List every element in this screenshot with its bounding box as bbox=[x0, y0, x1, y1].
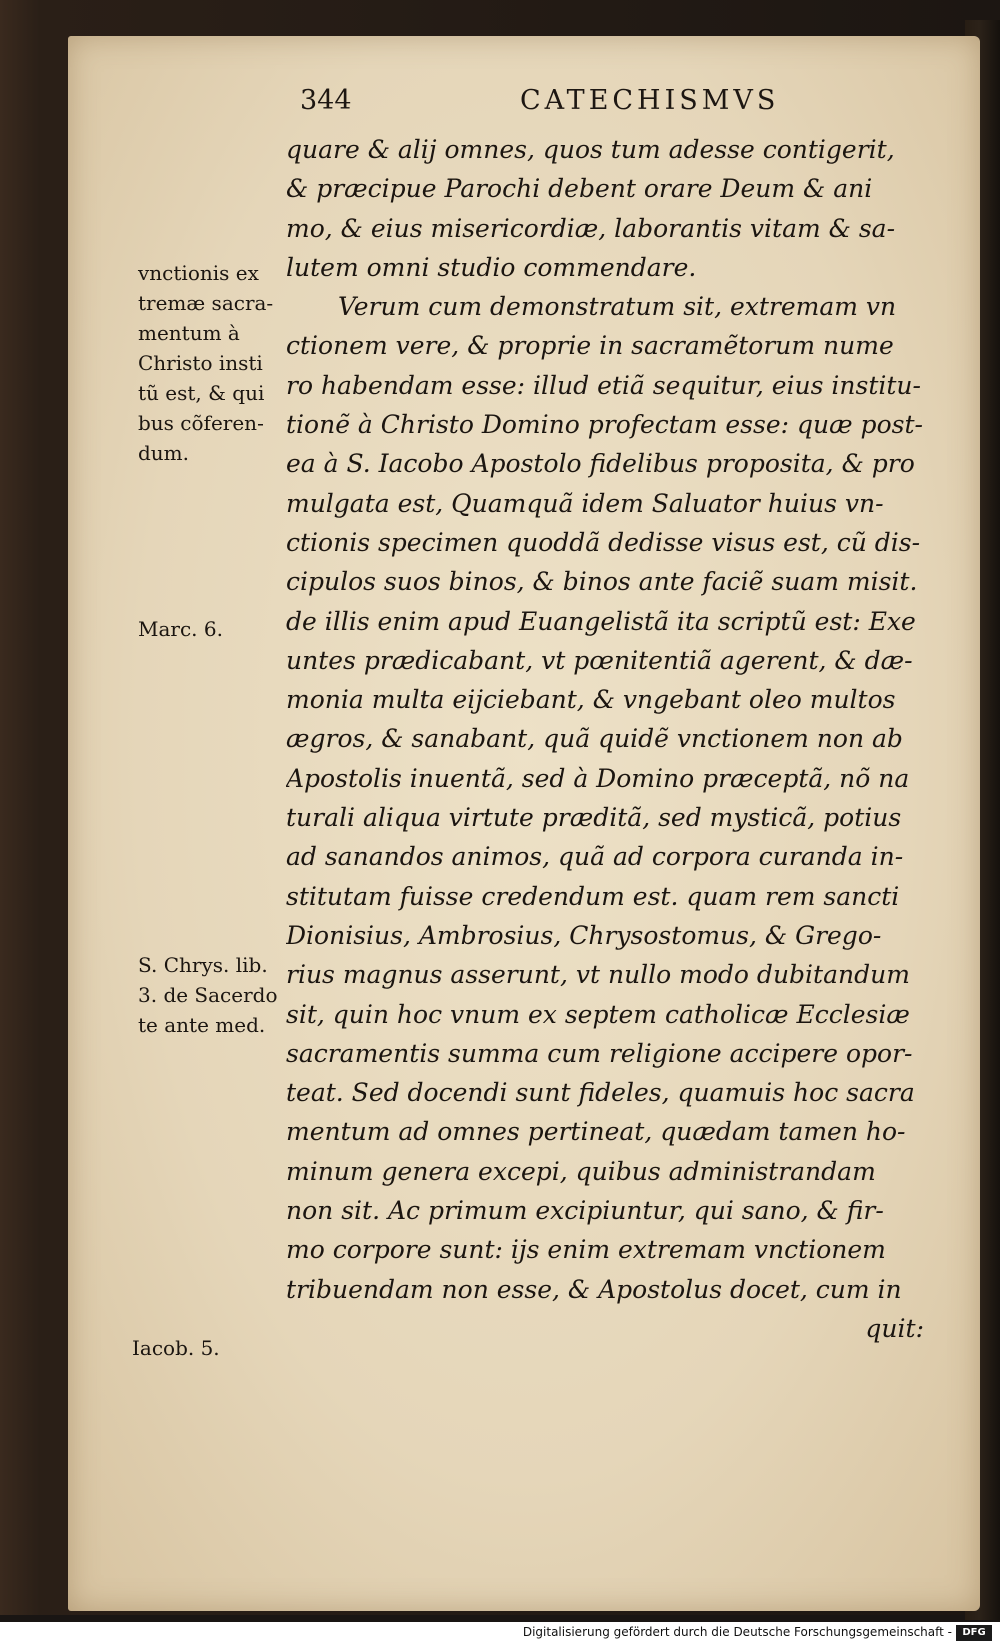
text-line: mo corpore sunt: ijs enim extremam vnctionem bbox=[286, 1235, 886, 1265]
marginal-line: Marc. 6. bbox=[138, 617, 223, 641]
text-line: cipulos suos binos, & binos ante faciẽ suam misit. bbox=[286, 567, 918, 597]
marginal-line: S. Chrys. lib. bbox=[138, 953, 268, 977]
text-line: & præcipue Parochi debent orare Deum & ani bbox=[286, 174, 873, 204]
marginal-note-marc bbox=[138, 614, 288, 644]
text-line: ctionem vere, & proprie in sacramẽtorum nume bbox=[286, 331, 894, 361]
text-line: rius magnus asserunt, vt nullo modo dubitandum bbox=[286, 960, 910, 990]
text-line: Dionisius, Ambrosius, Chrysostomus, & Grego- bbox=[286, 920, 882, 950]
text-line: monia multa eijciebant, & vngebant oleo multos bbox=[286, 685, 896, 715]
catchword: quit: bbox=[865, 1313, 924, 1343]
marginal-line: bus cõferen- bbox=[138, 411, 264, 435]
marginal-line: vnctionis ex bbox=[138, 261, 259, 285]
marginal-note-chrysostom bbox=[138, 950, 288, 1040]
text-line: untes prædicabant, vt pœnitentiã agerent, & dæ- bbox=[286, 645, 913, 675]
page-header bbox=[300, 85, 940, 125]
main-text-block bbox=[286, 130, 946, 1348]
marginal-line: tremæ sacra- bbox=[138, 291, 274, 315]
text-line: minum genera excepi, quibus administrandam bbox=[286, 1156, 876, 1186]
text-line: non sit. Ac primum excipiuntur, qui sano, & fir- bbox=[286, 1196, 884, 1226]
text-line: mulgata est, Quamquã idem Saluator huius vn- bbox=[286, 488, 884, 518]
text-line: ro habendam esse: illud etiã sequitur, eius institu- bbox=[286, 370, 921, 400]
text-line: ea à S. Iacobo Apostolo fidelibus proposita, & pro bbox=[286, 449, 915, 479]
text-line: stitutam fuisse credendum est. quam rem sancti bbox=[286, 881, 900, 911]
funding-credit: Digitalisierung gefördert durch die Deutsche Forschungsgemeinschaft - bbox=[522, 1625, 952, 1639]
marginal-line: mentum à bbox=[138, 321, 240, 345]
digitization-footer bbox=[0, 1622, 1000, 1645]
page-number: 344 bbox=[300, 85, 352, 116]
running-title: CATECHISMVS bbox=[520, 85, 780, 116]
text-line: Verum cum demonstratum sit, extremam vn bbox=[338, 292, 897, 322]
marginal-line: 3. de Sacerdo bbox=[138, 983, 278, 1007]
marginal-line: te ante med. bbox=[138, 1013, 266, 1037]
text-line: quare & alij omnes, quos tum adesse contigerit, bbox=[286, 135, 895, 164]
marginal-line: Christo insti bbox=[138, 351, 263, 375]
text-line: teat. Sed docendi sunt fideles, quamuis hoc sacra bbox=[286, 1078, 915, 1108]
marginal-note-iacob bbox=[132, 1333, 282, 1363]
text-line: lutem omni studio commendare. bbox=[286, 252, 697, 282]
text-line: mentum ad omnes pertineat, quædam tamen ho- bbox=[286, 1117, 906, 1147]
text-line: turali aliqua virtute præditã, sed mysticã, potius bbox=[286, 803, 902, 833]
marginal-line: tũ est, & qui bbox=[138, 381, 265, 405]
text-line: ad sanandos animos, quã ad corpora curanda in- bbox=[286, 842, 904, 872]
marginal-note-unction bbox=[138, 258, 288, 468]
text-line: Apostolis inuentã, sed à Domino præceptã, nõ na bbox=[286, 763, 910, 793]
text-line: de illis enim apud Euangelistã ita scriptũ est: Exe bbox=[286, 606, 916, 636]
text-line: tribuendam non esse, & Apostolus docet, cum in bbox=[286, 1274, 902, 1304]
text-line: sit, quin hoc vnum ex septem catholicæ Ecclesiæ bbox=[286, 999, 910, 1029]
text-line: ægros, & sanabant, quã quidẽ vnctionem non ab bbox=[286, 724, 903, 754]
text-line: mo, & eius misericordiæ, laborantis vitam & sa- bbox=[286, 213, 896, 243]
dfg-logo: DFG bbox=[956, 1625, 992, 1641]
text-line: tionẽ à Christo Domino profectam esse: quæ post- bbox=[286, 410, 923, 440]
text-line: sacramentis summa cum religione accipere opor- bbox=[286, 1038, 913, 1068]
marginal-line: dum. bbox=[138, 441, 190, 465]
marginal-line: Iacob. 5. bbox=[132, 1336, 220, 1360]
text-line: ctionis specimen quoddã dedisse visus est, cũ dis- bbox=[286, 527, 921, 557]
